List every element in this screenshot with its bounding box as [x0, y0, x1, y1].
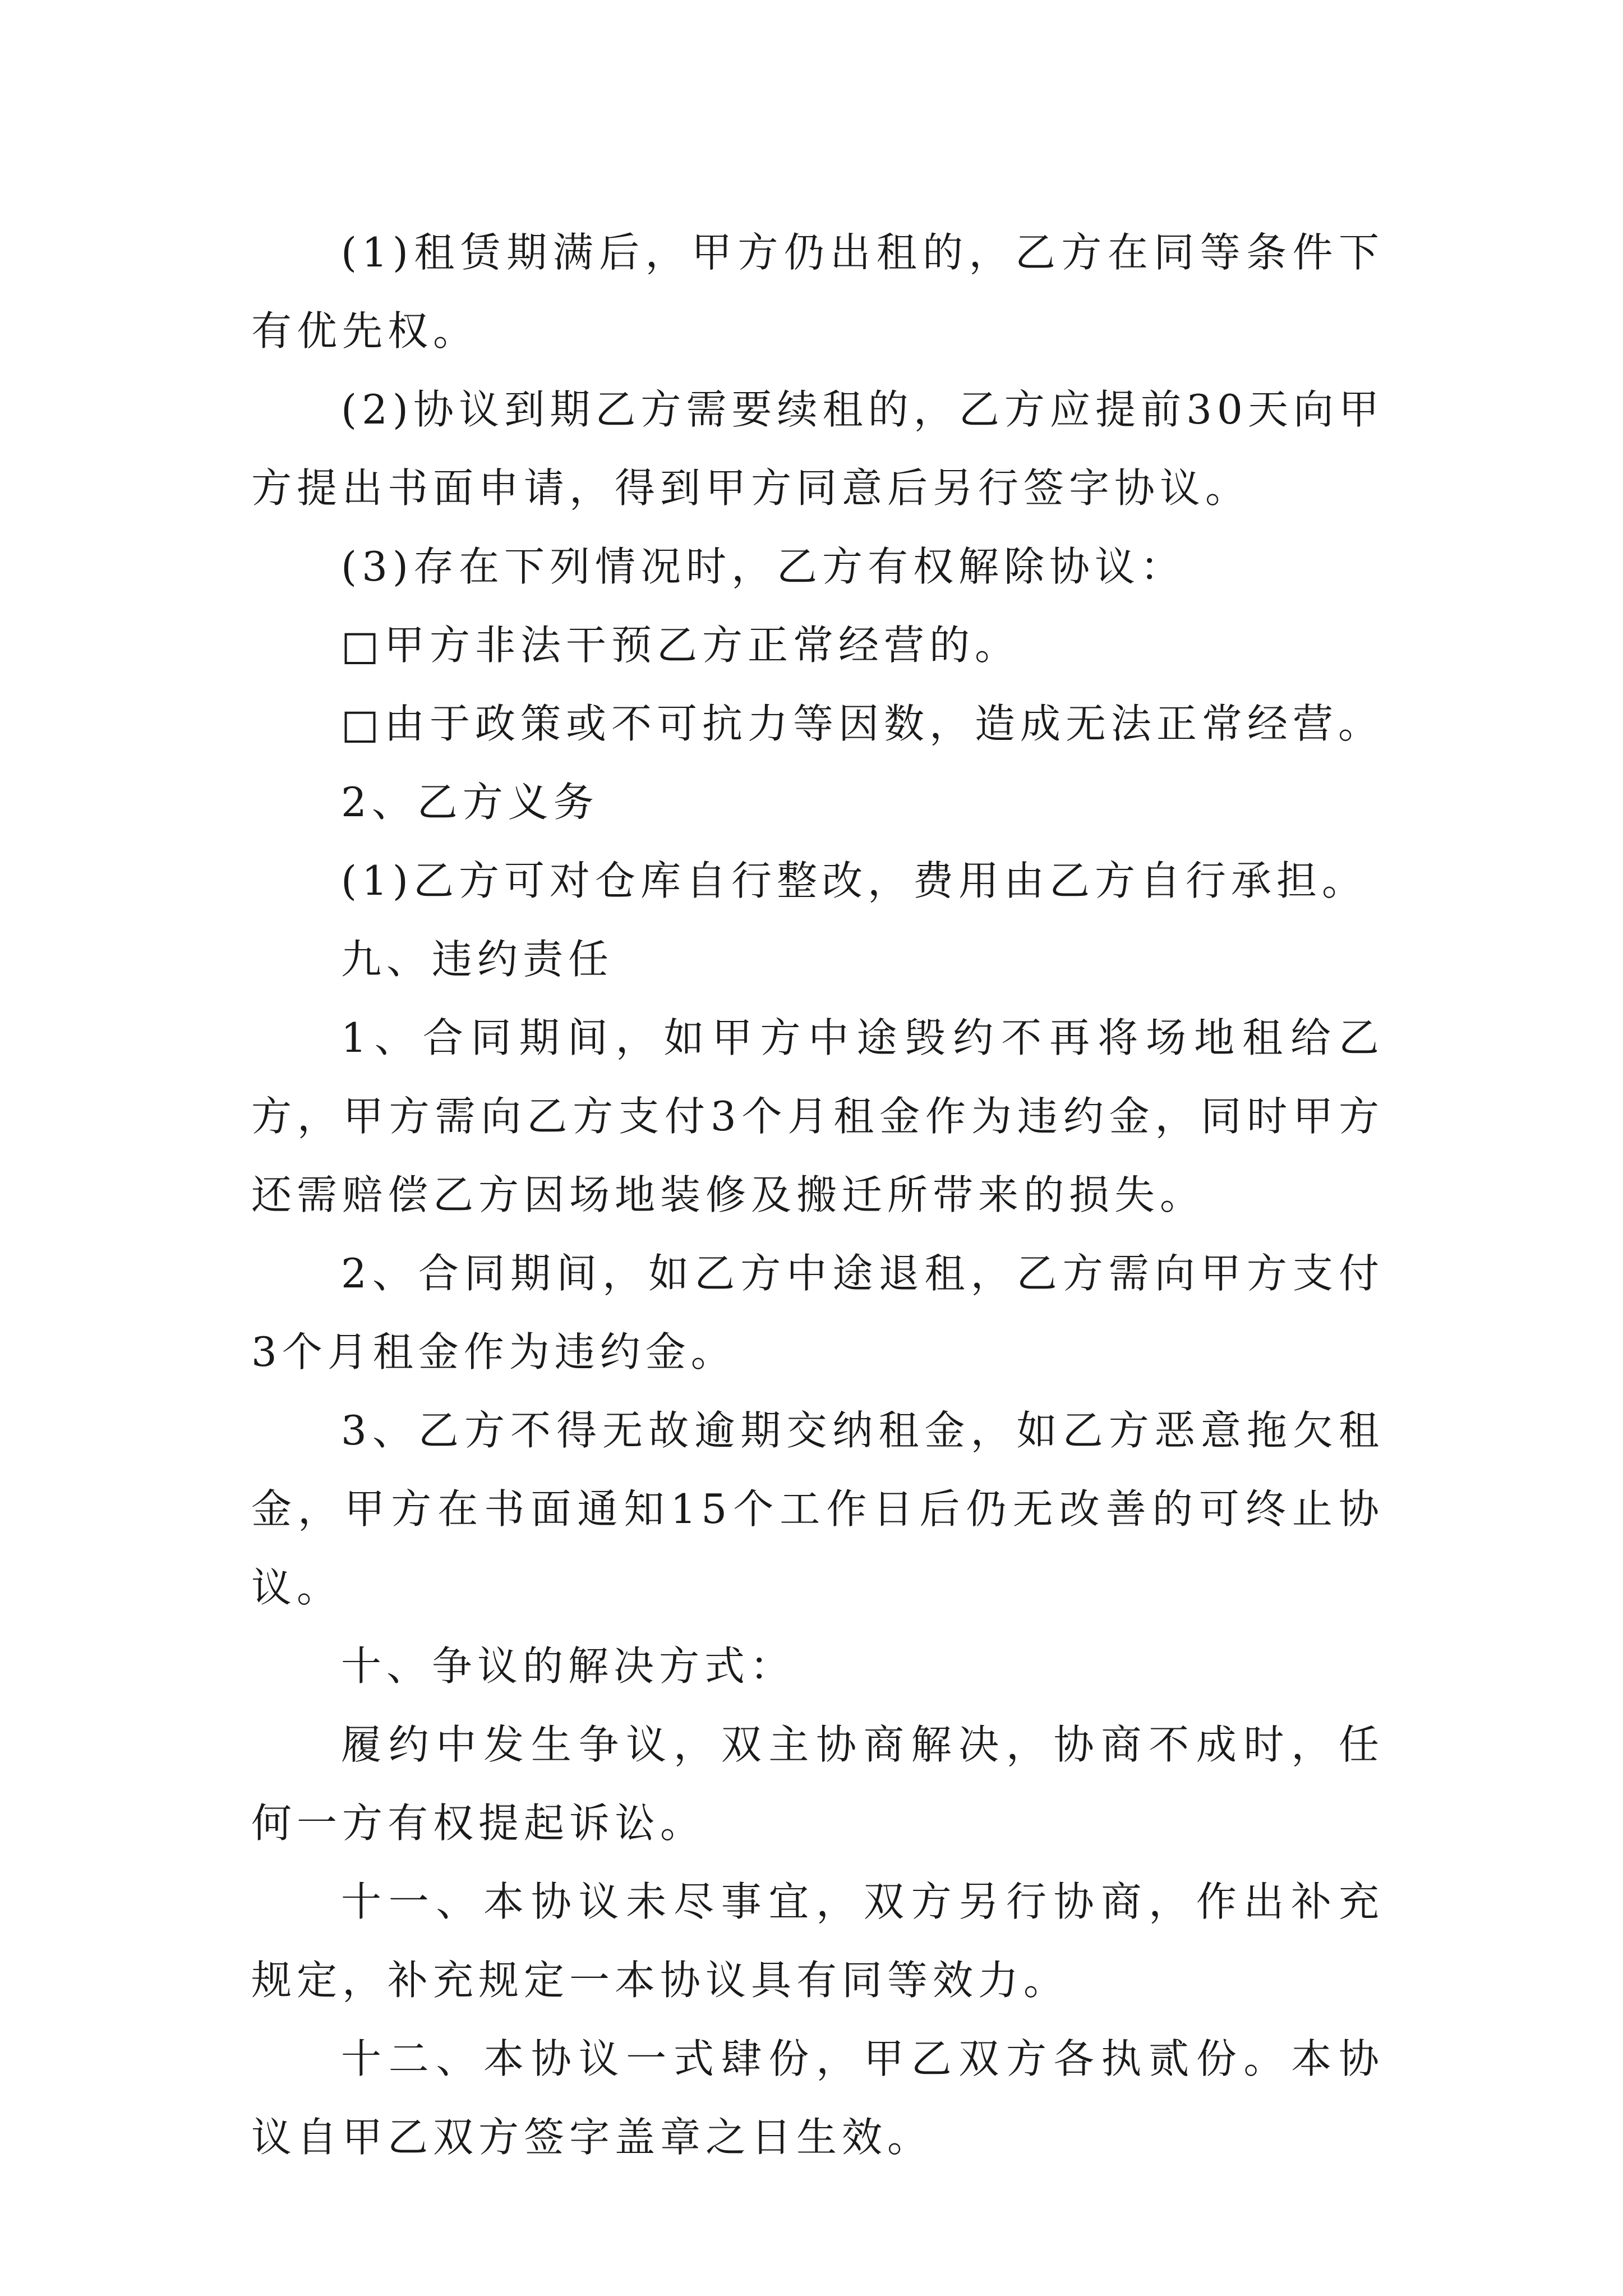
paragraph-overdue-rent: 3、乙方不得无故逾期交纳租金，如乙方恶意拖欠租金，甲方在书面通知15个工作日后仍无改善的可终止协议。	[251, 1407, 1384, 1611]
paragraph-breach-party-a: 1、合同期间，如甲方中途毁约不再将场地租给乙方，甲方需向乙方支付3个月租金作为违约金，同时甲方还需赔偿乙方因场地装修及搬迁所带来的损失。	[251, 1014, 1384, 1218]
paragraph-dispute-negotiation: 履约中发生争议，双主协商解决，协商不成时，任何一方有权提起诉讼。	[251, 1721, 1384, 1847]
paragraph-checkbox-force-majeure: □由于政策或不可抗力等因数，造成无法正常经营。	[341, 700, 1384, 747]
paragraph-copies-and-effectiveness: 十二、本协议一式肆份，甲乙双方各执贰份。本协议自甲乙双方签字盖章之日生效。	[251, 2035, 1384, 2161]
paragraph-supplementary-provisions: 十一、本协议未尽事宜，双方另行协商，作出补充规定，补充规定一本协议具有同等效力。	[251, 1878, 1384, 2004]
heading-liability-for-breach: 九、违约责任	[341, 936, 614, 983]
heading-party-b-obligations: 2、乙方义务	[341, 779, 599, 826]
paragraph-warehouse-renovation: (1)乙方可对仓库自行整改，费用由乙方自行承担。	[341, 857, 1367, 904]
document-page	[251, 213, 1384, 2177]
paragraph-checkbox-interference: □甲方非法干预乙方正常经营的。	[341, 622, 1021, 669]
paragraph-termination-conditions: (3)存在下列情况时，乙方有权解除协议：	[341, 543, 1186, 590]
heading-dispute-resolution: 十、争议的解决方式：	[341, 1642, 796, 1690]
paragraph-renewal-priority: (1)租赁期满后，甲方仍出租的，乙方在同等条件下有优先权。	[251, 229, 1384, 355]
paragraph-renewal-application: (2)协议到期乙方需要续租的，乙方应提前30天向甲方提出书面申请，得到甲方同意后另行签字协议。	[251, 386, 1384, 512]
paragraph-breach-party-b: 2、合同期间，如乙方中途退租，乙方需向甲方支付3个月租金作为违约金。	[251, 1250, 1384, 1375]
